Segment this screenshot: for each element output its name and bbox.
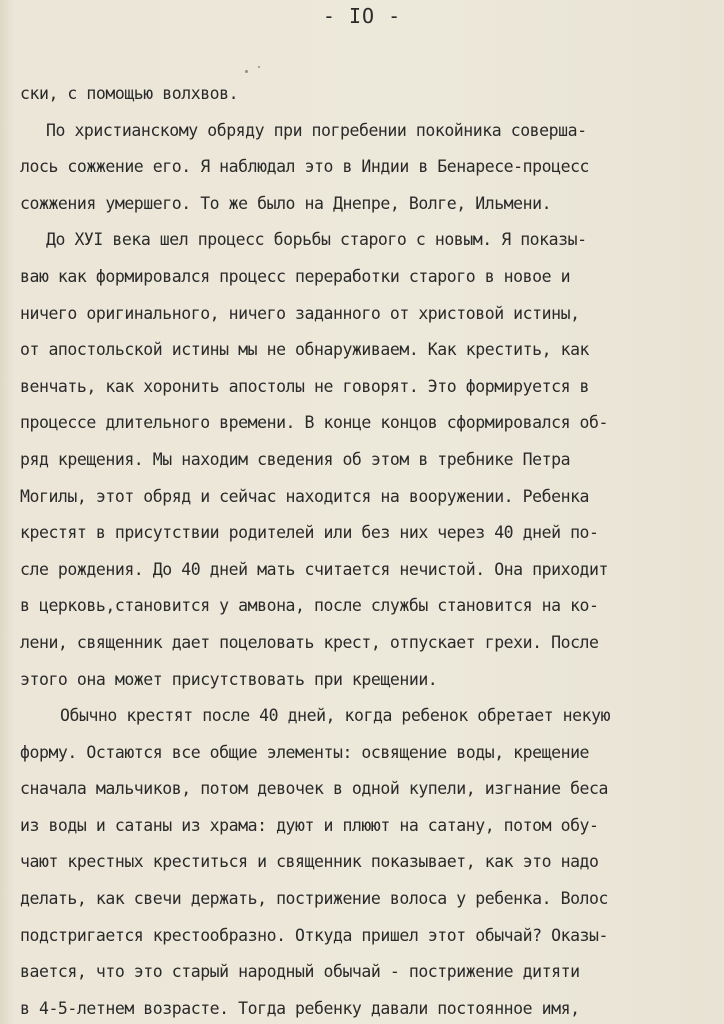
text-line: ски, с помощью волхвов. (20, 84, 239, 103)
text-line: По христианскому обряду при погребении покойника соверша- (46, 120, 587, 140)
text-line: делать, как свечи держать, пострижение волоса у ребенка. Волос (20, 889, 608, 909)
ink-speck (258, 66, 260, 68)
text-line: Могилы, этот обряд и сейчас находится на вооружении. Ребенка (20, 486, 590, 506)
text-line: ваю как формировался процесс переработки старого в новое и (20, 266, 571, 286)
text-line: форму. Остаются все общие элементы: освящение воды, крещение (20, 742, 590, 762)
text-line: Обычно крестят после 40 дней, когда ребенок обретает некую (60, 706, 611, 726)
text-line: лени, священник дает поцеловать крест, отпускает грехи. После (20, 632, 599, 652)
text-line: венчать, как хоронить апостолы не говорят. Это формируется в (20, 376, 590, 396)
text-line: сле рождения. До 40 дней мать считается нечистой. Она приходит (20, 559, 608, 579)
text-line: сожжения умершего. То же было на Днепре, Волге, Ильмени. (20, 193, 552, 213)
page-number: - IO - (322, 4, 402, 28)
text-line: процессе длительного времени. В конце концов сформировался об- (20, 413, 608, 433)
text-line: ничего оригинального, ничего заданного от христовой истины, (20, 303, 580, 323)
text-line: в 4-5-летнем возрасте. Тогда ребенку давали постоянное имя, (20, 998, 580, 1018)
text-line: До ХУI века шел процесс борьбы старого с новым. Я показы- (46, 230, 587, 250)
text-line: этого она может присутствовать при крещении. (20, 669, 438, 689)
text-line: лось сожжение его. Я наблюдал это в Индии в Бенаресе-процесс (20, 157, 590, 177)
text-line: сначала мальчиков, потом девочек в одной купели, изгнание беса (20, 779, 608, 799)
text-line: от апостольской истины мы не обнаруживаем. Как крестить, как (20, 340, 590, 360)
typed-text-body (20, 76, 710, 1024)
text-line: чают крестных креститься и священник показывает, как это надо (20, 852, 599, 872)
text-line: крестят в присутствии родителей или без них через 40 дней по- (20, 523, 599, 543)
text-line: вается, что это старый народный обычай - пострижение дитяти (20, 962, 580, 982)
text-line: из воды и сатаны из храма: дуют и плюют на сатану, потом обу- (20, 815, 599, 835)
text-line: ряд крещения. Мы находим сведения об этом в требнике Петра (20, 449, 571, 469)
text-line: в церковь,становится у амвона, после службы становится на ко- (20, 596, 599, 616)
text-line: подстригается крестообразно. Откуда пришел этот обычай? Оказы- (20, 925, 608, 945)
ink-speck (245, 70, 248, 73)
